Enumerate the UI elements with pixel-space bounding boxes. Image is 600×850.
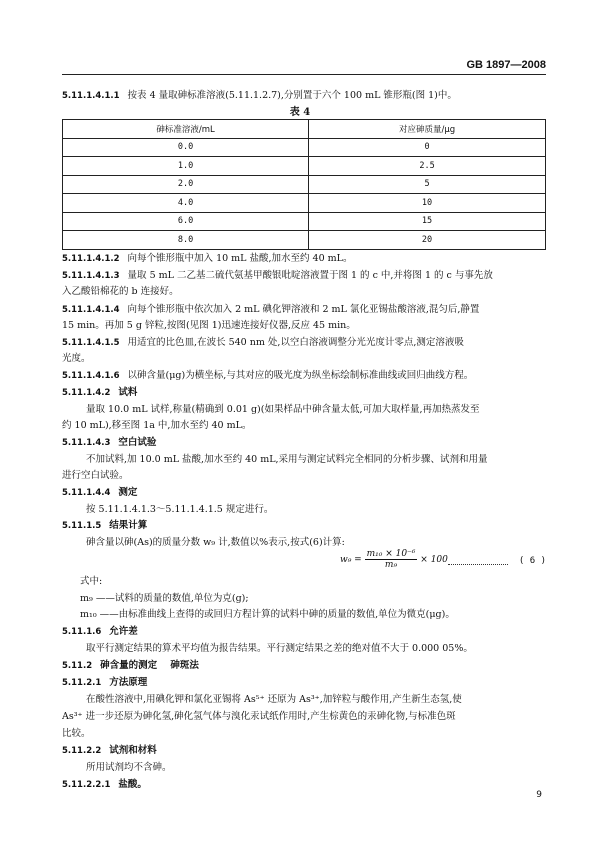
clause-text: 向每个锥形瓶中加入 10 mL 盐酸,加水至约 40 mL。 xyxy=(127,253,353,264)
clause-text: 以砷含量(μg)为横坐标,与其对应的吸光度为纵坐标绘制标准曲线或回归曲线方程。 xyxy=(127,370,474,381)
paragraph: 量取 10.0 mL 试样,称量(精确到 0.01 g)(如果样品中砷含量太低,可加大取样量,再加热蒸发至 xyxy=(86,404,480,415)
clause-text: 用适宜的比色皿,在波长 540 nm 处,以空白溶液调整分光光度计零点,测定溶液吸 xyxy=(127,337,464,348)
heading-5-11-2-1 xyxy=(62,675,546,691)
formula-tail: × 100 xyxy=(420,555,448,565)
cell: 2.5 xyxy=(309,157,546,176)
clause-continuation: 光度。 xyxy=(62,353,91,364)
col-header: 砷标准溶液/mL xyxy=(63,120,309,139)
heading-5-11-1-4-3 xyxy=(62,435,546,451)
clause-text: 盐酸。 xyxy=(118,779,147,790)
cell: 8.0 xyxy=(63,231,309,250)
formula-lhs: w₉ = xyxy=(340,555,362,565)
section-title: 试料 xyxy=(118,387,138,398)
clause-number: 5.11.2 xyxy=(62,661,93,671)
item-5-11-1-4-1-1 xyxy=(62,88,546,104)
clause-number: 5.11.1.5 xyxy=(62,521,102,531)
clause-continuation: 入乙酸铅棉花的 b 连接好。 xyxy=(62,286,179,297)
cell: 6.0 xyxy=(63,212,309,231)
clause-number: 5.11.1.4.4 xyxy=(62,488,111,498)
section-title: 方法原理 xyxy=(109,677,148,688)
col-header: 对应砷质量/μg xyxy=(309,120,546,139)
clause-number: 5.11.1.4.2 xyxy=(62,388,111,398)
table-row xyxy=(63,175,546,194)
formula-numerator: m₁₀ × 10⁻⁶ xyxy=(366,549,416,559)
clause-text: 量取 5 mL 二乙基二硫代氨基甲酸银吡啶溶液置于图 1 的 c 中,并将图 1 的 c 与事先放 xyxy=(127,270,493,281)
item-5-11-1-4-1-2 xyxy=(62,251,546,267)
heading-5-11-1-5 xyxy=(62,518,546,534)
cell: 10 xyxy=(309,194,546,213)
table-header-row xyxy=(63,120,546,139)
paragraph: 按 5.11.1.4.1.3～5.11.1.4.1.5 规定进行。 xyxy=(86,504,274,515)
clause-number: 5.11.1.4.1.5 xyxy=(62,338,120,348)
paragraph-continuation: As³⁺ 进一步还原为砷化氢,砷化氢气体与溴化汞试纸作用时,产生棕黄色的汞砷化物,与标准色斑 xyxy=(62,711,456,722)
section-title: 结果计算 xyxy=(109,520,148,531)
item-5-11-1-4-1-5 xyxy=(62,335,546,351)
definition-m9: m₉ ——试料的质量的数值,单位为克(g); xyxy=(80,593,249,604)
table-row xyxy=(63,194,546,213)
paragraph-continuation: 约 10 mL),移至图 1a 中,加水至约 40 mL。 xyxy=(62,420,252,431)
section-title: 允许差 xyxy=(109,626,138,637)
paragraph: 不加试料,加 10.0 mL 盐酸,加水至约 40 mL,采用与测定试料完全相同的分析步骤、试剂和用量 xyxy=(86,454,488,465)
cell: 0 xyxy=(309,138,546,157)
section-title: 测定 xyxy=(118,487,138,498)
clause-number: 5.11.2.1 xyxy=(62,678,102,688)
formula-fraction xyxy=(365,549,418,570)
paragraph: 砷含量以砷(As)的质量分数 w₉ 计,数值以%表示,按式(6)计算: xyxy=(86,537,345,548)
formula-6 xyxy=(340,549,448,570)
definition-m10: m₁₀ ——由标准曲线上查得的或回归方程计算的试料中砷的质量的数值,单位为微克(μg)。 xyxy=(80,609,455,620)
section-title: 试剂和材料 xyxy=(109,745,157,756)
equation-leader xyxy=(448,556,508,565)
equation-number: ( 6 ) xyxy=(518,556,546,566)
item-5-11-2-2-1 xyxy=(62,777,546,793)
formula-denominator: m₉ xyxy=(384,560,398,570)
clause-number: 5.11.1.4.1.6 xyxy=(62,371,120,381)
heading-5-11-2 xyxy=(62,658,546,674)
paragraph: 在酸性溶液中,用碘化钾和氯化亚锡将 As⁵⁺ 还原为 As³⁺,加锌粒与酸作用,产生新生态氢,使 xyxy=(86,694,462,705)
clause-number: 5.11.1.6 xyxy=(62,627,102,637)
paragraph: 所用试剂均不含砷。 xyxy=(86,762,172,773)
table-row xyxy=(63,231,546,250)
header-rule xyxy=(62,74,546,75)
clause-number: 5.11.1.4.1.1 xyxy=(62,91,120,101)
cell: 20 xyxy=(309,231,546,250)
clause-number: 5.11.2.2.1 xyxy=(62,780,111,790)
cell: 4.0 xyxy=(63,194,309,213)
clause-number: 5.11.1.4.1.3 xyxy=(62,271,120,281)
item-5-11-1-4-1-6 xyxy=(62,368,546,384)
paragraph-continuation: 进行空白试验。 xyxy=(62,470,129,481)
heading-5-11-1-6 xyxy=(62,624,546,640)
table-4 xyxy=(62,119,546,250)
clause-text: 向每个锥形瓶中依次加入 2 mL 碘化钾溶液和 2 mL 氯化亚锡盐酸溶液,混匀后,静置 xyxy=(127,304,480,315)
clause-number: 5.11.1.4.1.2 xyxy=(62,254,120,264)
item-5-11-1-4-1-3 xyxy=(62,268,546,284)
section-title: 砷含量的测定 砷斑法 xyxy=(100,660,199,671)
page-number: 9 xyxy=(536,790,542,800)
heading-5-11-1-4-2 xyxy=(62,385,546,401)
cell: 2.0 xyxy=(63,175,309,194)
table-row xyxy=(63,212,546,231)
clause-number: 5.11.1.4.3 xyxy=(62,438,111,448)
heading-5-11-1-4-4 xyxy=(62,485,546,501)
table-row xyxy=(63,157,546,176)
standard-id: GB 1897—2008 xyxy=(466,59,546,71)
cell: 5 xyxy=(309,175,546,194)
item-5-11-1-4-1-4 xyxy=(62,302,546,318)
paragraph-continuation: 比较。 xyxy=(62,728,91,739)
clause-number: 5.11.2.2 xyxy=(62,746,102,756)
table-row xyxy=(63,138,546,157)
clause-number: 5.11.1.4.1.4 xyxy=(62,305,120,315)
paragraph: 取平行测定结果的算术平均值为报告结果。平行测定结果之差的绝对值不大于 0.000 05%。 xyxy=(86,643,473,654)
cell: 0.0 xyxy=(63,138,309,157)
section-title: 空白试验 xyxy=(118,437,157,448)
clause-text: 按表 4 量取砷标准溶液(5.11.1.2.7),分别置于六个 100 mL 锥形瓶(图 1)中。 xyxy=(127,90,457,101)
heading-5-11-2-2 xyxy=(62,743,546,759)
cell: 15 xyxy=(309,212,546,231)
table-caption: 表 4 xyxy=(289,107,311,118)
clause-continuation: 15 min。再加 5 g 锌粒,按图(见图 1)迅速连接好仪器,反应 45 min。 xyxy=(62,320,356,331)
cell: 1.0 xyxy=(63,157,309,176)
where-label: 式中: xyxy=(80,576,103,587)
